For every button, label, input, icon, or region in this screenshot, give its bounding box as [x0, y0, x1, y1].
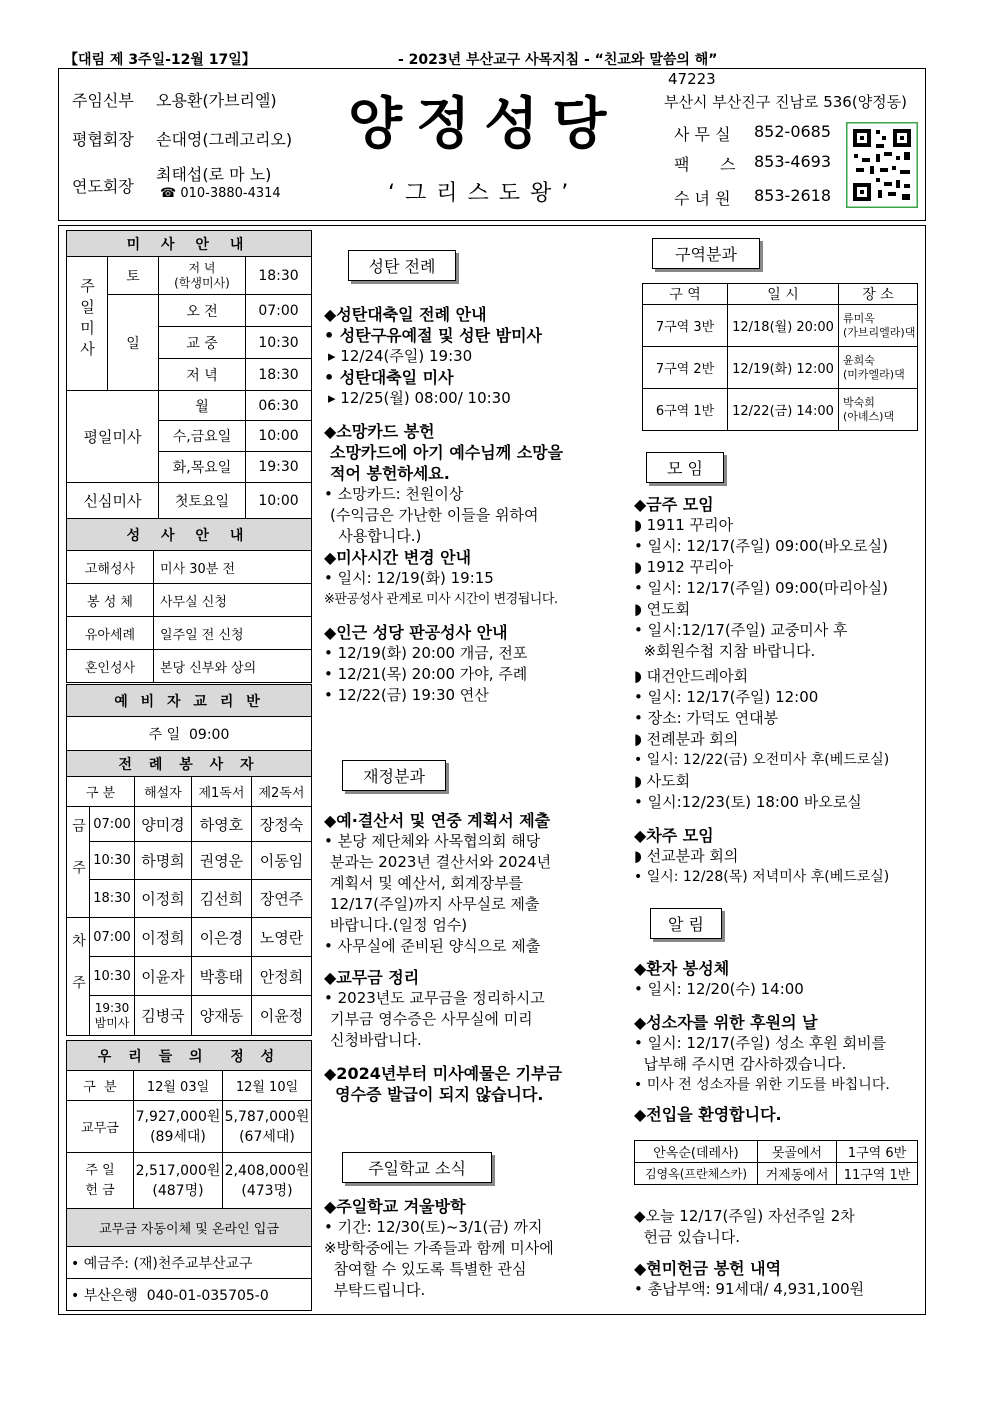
fax-number: 853-4693	[754, 152, 832, 171]
list-item: • 기간: 12/30(토)~3/1(금) 까지	[324, 1218, 543, 1236]
mass-row-label: 월	[159, 391, 246, 421]
mass-row-time: 10:00	[246, 421, 312, 452]
qr-code-icon	[846, 122, 918, 208]
servers-title: 전 례 봉 사 자	[67, 751, 312, 777]
section-christmas-liturgy: 성탄 전례	[348, 250, 456, 281]
offering-header: 12월 03일	[134, 1071, 223, 1101]
devotion-mass-day: 첫토요일	[159, 483, 246, 519]
second-collection-notice: ◆오늘 12/17(주일) 자선주일 2차	[634, 1207, 855, 1225]
sacrament-value: 본당 신부와 상의	[154, 650, 312, 683]
server-name: 양미경	[135, 807, 192, 842]
budget-title: ◆예·결산서 및 연중 계획서 제출	[324, 811, 551, 830]
zip-code: 47223	[668, 70, 716, 88]
welcome-name: 안옥순(데레사)	[635, 1141, 758, 1163]
mass-title: 미 사 안 내	[67, 231, 312, 257]
list-item: • 일시: 12/17(주일) 09:00(바오로실)	[634, 537, 888, 555]
district-area: 7구역 3반	[643, 305, 728, 347]
mass-table	[66, 230, 312, 519]
council-name: 손대영(그레고리오)	[156, 130, 293, 149]
list-item: • 일시: 12/17(주일) 12:00	[634, 688, 819, 706]
weekday-mass-label: 평일미사	[67, 391, 159, 483]
list-item: ※판공성사 관계로 미사 시간이 변경됩니다.	[324, 592, 558, 607]
list-item: 신청바랍니다.	[330, 1031, 422, 1049]
welcome-title: ◆전입을 환영합니다.	[634, 1105, 782, 1124]
list-item: 부탁드립니다.	[324, 1281, 426, 1299]
server-name: 이정희	[135, 880, 192, 918]
welcome-from: 거제동에서	[758, 1163, 837, 1185]
section-sunday-school: 주일학교 소식	[342, 1152, 492, 1183]
elder-label: 연도회장	[72, 177, 134, 196]
server-name: 이정희	[135, 918, 192, 957]
list-item: ※회원수첩 지참 바랍니다.	[634, 642, 816, 660]
fax-label: 팩 스	[674, 155, 736, 174]
devotion-mass-label: 신심미사	[67, 483, 159, 519]
list-item: 사용합니다.)	[324, 527, 422, 545]
sacrament-value: 사무실 신청	[154, 584, 312, 617]
server-time: 18:30	[90, 880, 135, 918]
sunday-mass-label: 주일미사	[67, 257, 108, 391]
section-notices: 알 림	[650, 908, 722, 939]
sacrament-title: 성 사 안 내	[67, 519, 312, 551]
server-name: 이윤자	[135, 957, 192, 996]
list-item: ◗ 연도회	[634, 600, 691, 618]
meetings-content	[634, 494, 920, 888]
server-name: 장연주	[251, 880, 311, 918]
servers-header: 구 분	[67, 777, 135, 807]
mass-row-label: 저 녁	[159, 359, 246, 391]
receipt-notice: 영수증 발급이 되지 않습니다.	[324, 1085, 544, 1104]
welcome-name: 김영옥(프란체스카)	[635, 1163, 758, 1185]
district-header: 구 역	[643, 284, 728, 305]
sacrament-label: 유아세례	[67, 617, 154, 650]
catechumen-time: 주 일 09:00	[67, 717, 312, 751]
catechumen-title: 예 비 자 교 리 반	[67, 685, 312, 717]
list-item: • 일시: 12/17(주일) 09:00(마리아실)	[634, 579, 888, 597]
list-item: ◗ 1911 꾸리아	[634, 516, 734, 534]
district-area: 7구역 2반	[643, 347, 728, 389]
list-item: • 일시: 12/28(목) 저녁미사 후(베드로실)	[634, 869, 890, 885]
list-item: ▸ 12/25(월) 08:00/ 10:30	[328, 389, 511, 407]
list-item: • 미사 전 성소자를 위한 기도를 바칩니다.	[634, 1077, 890, 1093]
server-time: 07:00	[90, 807, 135, 842]
elder-phone: ☎ 010-3880-4314	[160, 186, 281, 201]
convent-phone: 853-2618	[754, 186, 832, 205]
server-name: 권영운	[191, 842, 251, 880]
elder-name: 최태섭(로 마 노)	[156, 165, 272, 184]
vocation-support-title: ◆성소자를 위한 후원의 날	[634, 1013, 818, 1032]
sacrament-label: 혼인성사	[67, 650, 154, 683]
sacrament-label: 봉 성 체	[67, 584, 154, 617]
offering-value: 7,927,000원 (89세대)	[134, 1101, 223, 1153]
mass-row-time: 18:30	[246, 359, 312, 391]
server-time: 10:30	[90, 957, 135, 996]
auto-transfer-title: 교무금 자동이체 및 온라인 입금	[67, 1209, 312, 1247]
mass-row-time: 19:30	[246, 452, 312, 483]
server-name: 박흥태	[191, 957, 251, 996]
list-item: • 성탄대축일 미사	[324, 368, 454, 387]
servers-header: 제2독서	[251, 777, 311, 807]
list-item: • 장소: 가덕도 연대봉	[634, 709, 779, 727]
welcome-table	[634, 1140, 918, 1185]
list-item: 참여할 수 있도록 특별한 관심	[324, 1260, 527, 1278]
sunday-school-content	[324, 1196, 614, 1301]
district-meeting-table	[642, 283, 918, 431]
server-name: 양재동	[191, 996, 251, 1036]
rice-offering-title: ◆현미헌금 봉헌 내역	[634, 1259, 782, 1278]
list-item: 분과는 2023년 결산서와 2024년	[330, 853, 552, 871]
list-item: 기부금 영수증은 사무실에 미리	[330, 1010, 533, 1028]
mass-row-label: 오 전	[159, 295, 246, 327]
this-week-meetings-title: ◆금주 모임	[634, 495, 714, 514]
list-item: 12/17(주일)까지 사무실로 제출	[330, 895, 540, 913]
offering-title: 우 리 들 의 정 성	[67, 1041, 312, 1071]
mass-row-label: 화,목요일	[159, 452, 246, 483]
diocese-motto: - 2023년 부산교구 사목지침 - “친교와 말씀의 해”	[398, 52, 718, 68]
server-name: 하영호	[191, 807, 251, 842]
sacrament-value: 일주일 전 신청	[154, 617, 312, 650]
district-when: 12/22(금) 14:00	[728, 389, 839, 431]
saturday-evening-label: 저 녁 (학생미사)	[159, 257, 246, 295]
receipt-notice: ◆2024년부터 미사예물은 기부금	[324, 1064, 562, 1083]
office-label: 사 무 실	[674, 125, 731, 144]
offering-value: 5,787,000원 (67세대)	[223, 1101, 312, 1153]
notices-content	[634, 958, 920, 1125]
server-name: 김선희	[191, 880, 251, 918]
sacrament-table	[66, 518, 312, 683]
devotion-mass-time: 10:00	[246, 483, 312, 519]
district-header: 일 시	[728, 284, 839, 305]
mass-row-label: 교 중	[159, 327, 246, 359]
server-name: 이윤정	[251, 996, 311, 1036]
list-item: 적어 봉헌하세요.	[330, 464, 450, 483]
second-collection-notice: 헌금 있습니다.	[634, 1228, 741, 1246]
list-item: • 12/21(목) 20:00 가야, 주례	[324, 665, 528, 683]
mass-row-time: 07:00	[246, 295, 312, 327]
district-area: 6구역 1반	[643, 389, 728, 431]
sick-communion-title: ◆환자 봉성체	[634, 959, 730, 978]
server-name: 하명희	[135, 842, 192, 880]
parish-title: 양정성당	[348, 92, 621, 157]
welcome-area: 1구역 6반	[837, 1141, 918, 1163]
winter-break-title: ◆주일학교 겨울방학	[324, 1197, 466, 1216]
christmas-liturgy-content	[324, 304, 614, 706]
list-item: ◗ 대건안드레아회	[634, 667, 749, 685]
account-holder: • 예금주: (재)천주교부산교구	[67, 1247, 312, 1279]
district-place: 윤희숙 (미카엘라)댁	[839, 347, 918, 389]
tithe-title: ◆교무금 정리	[324, 968, 420, 987]
section-meetings: 모 임	[646, 452, 724, 483]
list-item: ◆성탄대축일 전례 안내	[324, 305, 487, 324]
issue-date: 【대림 제 3주일-12월 17일】	[64, 52, 256, 68]
list-item: ※방학중에는 가족들과 함께 미사에	[324, 1239, 554, 1257]
parish-patron: ‘그리스도왕’	[388, 181, 579, 206]
offering-header: 12월 10일	[223, 1071, 312, 1101]
pastor-label: 주임신부	[72, 91, 134, 110]
server-name: 이동임	[251, 842, 311, 880]
section-district: 구역분과	[652, 238, 760, 269]
list-item: • 일시: 12/17(주일) 성소 후원 회비를	[634, 1034, 887, 1052]
council-label: 평협회장	[72, 130, 134, 149]
list-item: 바랍니다.(일정 엄수)	[330, 916, 468, 934]
list-item: • 성탄구유예절 및 성탄 밤미사	[324, 326, 542, 345]
qr-code	[846, 122, 918, 212]
district-when: 12/18(월) 20:00	[728, 305, 839, 347]
saturday-time: 18:30	[246, 257, 312, 295]
list-item: • 일시:12/23(토) 18:00 바오로실	[634, 793, 862, 811]
next-week-meetings-title: ◆차주 모임	[634, 826, 714, 845]
mass-row-time: 10:30	[246, 327, 312, 359]
server-time: 07:00	[90, 918, 135, 957]
list-item: 납부해 주시면 감사하겠습니다.	[634, 1055, 847, 1073]
list-item: (수익금은 가난한 이들을 위하여	[330, 506, 539, 524]
list-item: • 사무실에 준비된 양식으로 제출	[324, 937, 541, 955]
offering-value: 2,408,000원 (473명)	[223, 1153, 312, 1209]
list-item: • 본당 제단체와 사목협의회 해당	[324, 832, 541, 850]
list-item: ◗ 전례분과 회의	[634, 730, 739, 748]
office-phone: 852-0685	[754, 122, 832, 141]
saturday-label: 토	[108, 257, 159, 295]
nearby-confession-title: ◆인근 성당 판공성사 안내	[324, 623, 508, 642]
this-week-label: 금주	[67, 807, 90, 918]
list-item: • 일시:12/17(주일) 교중미사 후	[634, 621, 848, 639]
offering-header: 구 분	[67, 1071, 134, 1101]
server-name: 노영란	[251, 918, 311, 957]
sacrament-value: 미사 30분 전	[154, 551, 312, 584]
server-name: 안정희	[251, 957, 311, 996]
list-item: 계획서 및 예산서, 회계장부를	[330, 874, 523, 892]
district-place: 박숙희 (아녜스)댁	[839, 389, 918, 431]
notices-content-2	[634, 1206, 920, 1300]
time-change-title: ◆미사시간 변경 안내	[324, 548, 472, 567]
server-time: 10:30	[90, 842, 135, 880]
list-item: ◗ 사도회	[634, 772, 691, 790]
list-item: ◗ 1912 꾸리아	[634, 558, 734, 576]
servers-table	[66, 750, 312, 1036]
finance-content	[324, 810, 614, 1105]
pastor-name: 오용환(가브리엘)	[156, 91, 277, 110]
section-finance: 재정분과	[342, 760, 446, 791]
offering-value: 2,517,000원 (487명)	[134, 1153, 223, 1209]
welcome-area: 11구역 1반	[837, 1163, 918, 1185]
list-item: • 일시: 12/20(수) 14:00	[634, 980, 804, 998]
offering-label: 주 일 헌 금	[67, 1153, 134, 1209]
server-name: 이은경	[191, 918, 251, 957]
offering-table	[66, 1040, 312, 1311]
server-time: 19:30 밤미사	[90, 996, 135, 1036]
list-item: • 일시: 12/22(금) 오전미사 후(베드로실)	[634, 752, 890, 768]
list-item: ▸ 12/24(주일) 19:30	[328, 347, 473, 365]
mass-row-time: 06:30	[246, 391, 312, 421]
rice-offering-total: • 총납부액: 91세대/ 4,931,100원	[634, 1280, 865, 1298]
district-header: 장 소	[839, 284, 918, 305]
bank-account: • 부산은행 040-01-035705-0	[67, 1279, 312, 1311]
list-item: • 12/22(금) 19:30 연산	[324, 686, 489, 704]
address: 부산시 부산진구 진남로 536(양정동)	[664, 93, 908, 111]
server-name: 김병국	[135, 996, 192, 1036]
offering-label: 교무금	[67, 1101, 134, 1153]
sunday-label: 일	[108, 295, 159, 391]
list-item: ◗ 선교분과 회의	[634, 847, 739, 865]
list-item: • 일시: 12/19(화) 19:15	[324, 569, 494, 587]
servers-header: 제1독서	[191, 777, 251, 807]
list-item: • 2023년도 교무금을 정리하시고	[324, 989, 545, 1007]
district-place: 류미옥 (가브리엘라)댁	[839, 305, 918, 347]
list-item: 소망카드에 아기 예수님께 소망을	[330, 443, 564, 462]
welcome-from: 못골에서	[758, 1141, 837, 1163]
list-item: • 소망카드: 천원이상	[324, 485, 464, 503]
next-week-label: 차주	[67, 918, 90, 1036]
list-item: • 12/19(화) 20:00 개금, 전포	[324, 644, 528, 662]
catechumen-table	[66, 684, 312, 751]
convent-label: 수 녀 원	[674, 189, 731, 208]
sacrament-label: 고해성사	[67, 551, 154, 584]
servers-header: 해설자	[135, 777, 192, 807]
mass-row-label: 수,금요일	[159, 421, 246, 452]
district-when: 12/19(화) 12:00	[728, 347, 839, 389]
server-name: 장정숙	[251, 807, 311, 842]
hope-card-title: ◆소망카드 봉헌	[324, 422, 435, 441]
